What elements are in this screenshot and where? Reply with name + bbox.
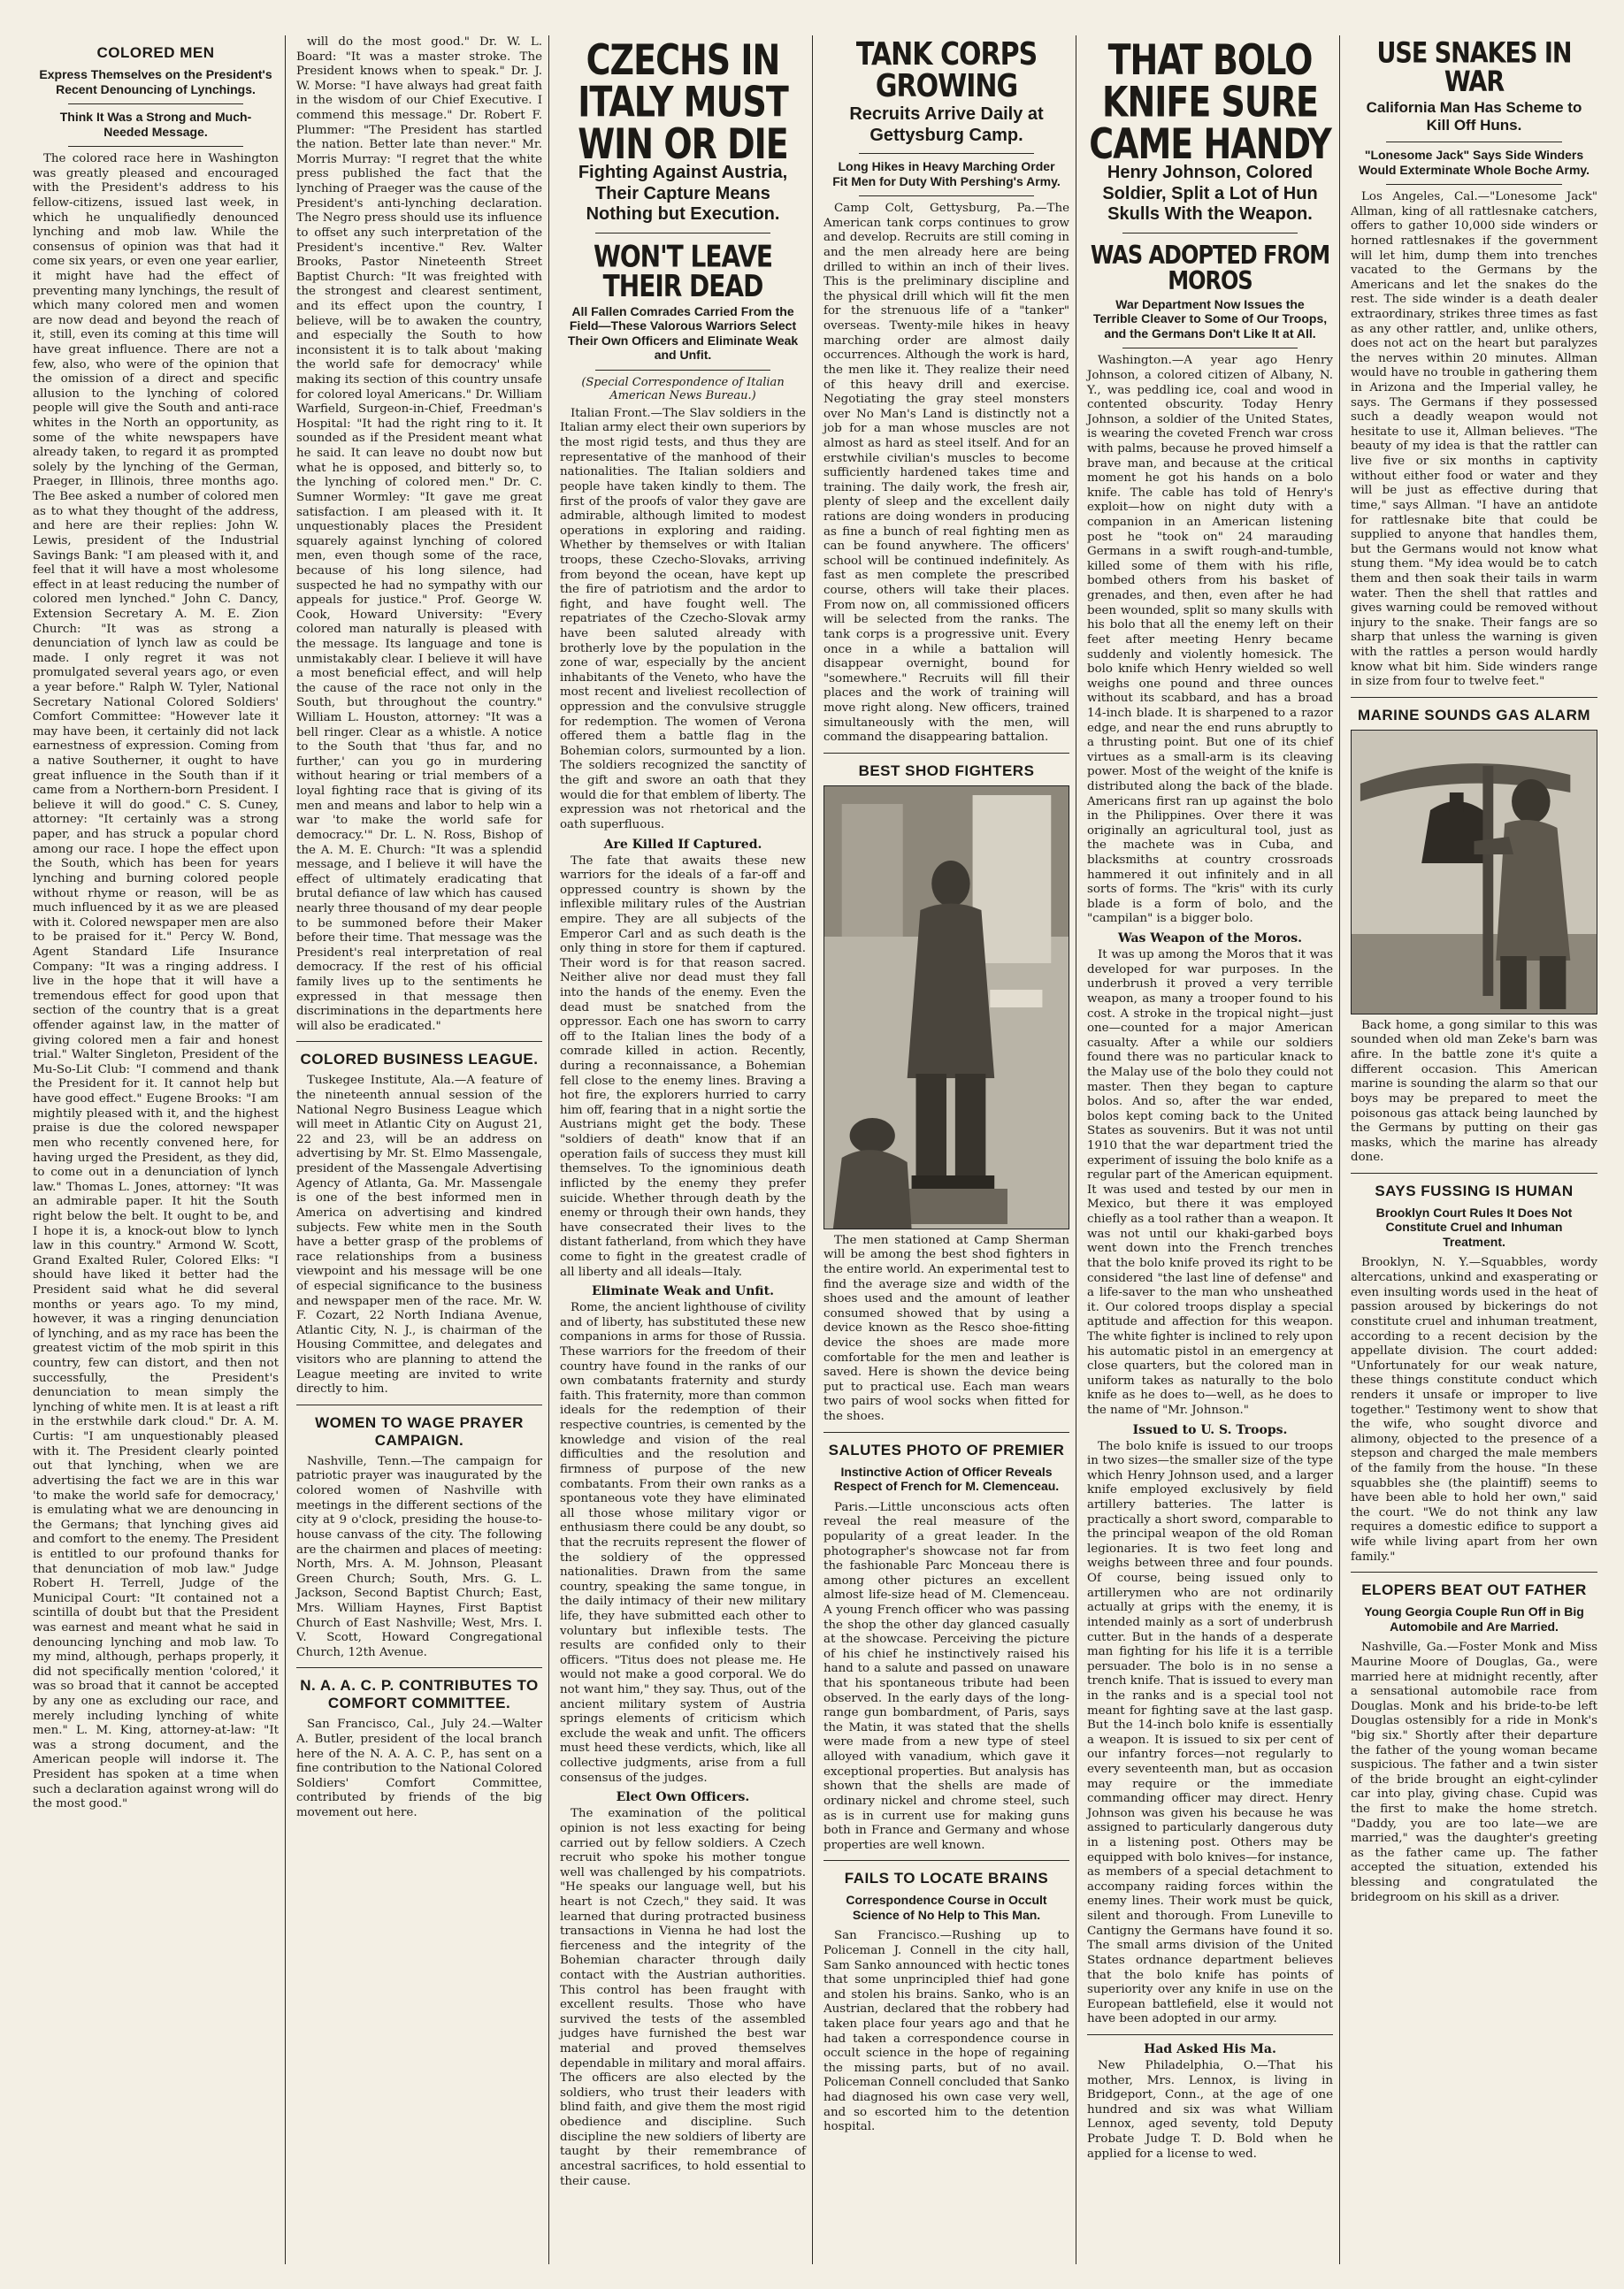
divider [1386, 184, 1562, 185]
headline-czechs: CZECHS IN ITALY MUST WIN OR DIE [578, 35, 788, 169]
divider [68, 103, 243, 104]
divider [1351, 1572, 1597, 1573]
column-2 [290, 35, 549, 2264]
column-1 [27, 35, 286, 2264]
article-body-czechs-3: Rome, the ancient lighthouse of civility and of liberty, has substituted these new companions in arms for those of Russia. These warriors for the freedom of their country have found in the ranks of our own combatants fraternity and sturdy faith. This fraternity, more than common ideals for the redemption of their respective countries, is cemented by the knowledge and vision of the real difficulties and the resolution and firmness of purpose of the new combatants. From their own ranks as a spontaneous vote they have eliminated all those whose military vigor or enthusiasm there could be any doubt, so that the recruits represent the flower of the soldiery of the oppressed nationalities. Drawn from the same country, speaking the same tongue, in the daily intimacy of their new military life, they have submitted each other to voluntary but inflexible tests. The results are confided only to their officers. "Titus does not please me. He would not make a good corporal. We do not want him," they say. Thus, out of the ancient military system of Austria springs elements of criticism which exclude the weak and unfit. The officers must heed these verdicts, which, like all collective judgments, arise from a full consensus of the judges. [560, 1301, 806, 1785]
article-body-colored-men: The colored race here in Washington was greatly pleased and encouraged with the President's address to his fellow-citizens, issued last week, in which he unqualifiedly denounced lynching and mob law. While the consensus of opinion was that had it come six years, or even one year earlier, it might have had the effect of preventing many lynchings, the result of which many colored men and women are now dead and beyond the reach of it, still, even its coming at this time will have great influence. There are not a few, also, who were of the opinion that the omission of a direct and specific allusion to the lynching of colored people will give the South and anti-race whites in the North an opportunity, as some of the white newspapers have already taken, to regard it as prompted solely by the lynching of the German, Praeger, in Illinois, three months ago. The Bee asked a number of colored men as to what they thought of the address, and here are their replies: John W. Lewis, president of the Industrial Savings Bank: "I am pleased with it, and feel that it will have a most wholesome effect in at least reducing the number of colored men lynched." John C. Dancy, Extension Secretary A. M. E. Zion Church: "It was as strong a denunciation of lynch law as could be made. I only regret it was not promulgated several years ago, or even a year before." Ralph W. Tyler, National Secretary National Colored Soldiers' Comfort Committee: "However late it may have been, it certainly did not lack earnestness of expression. Coming from a native Southerner, it ought to have great influence in the South than if it came from a Northern-born President. I believe it will do good." C. S. Cuney, attorney: "It certainly was a strong paper, and has struck a popular chord among our race. I hope the effect upon the South, which has been for years lynching and burning colored people without rhyme or reason, will be as much influenced by it as we are pleased with it. Colored newspaper men are also to be praised for it." Percy W. Bond, Agent Standard Life Insurance Company: "It was a ringing address. I live in the hope that it will have a tremendous effect for good upon that section of the country that is a great offender against law, in the matter of giving colored men a fair and honest trial." Walter Singleton, President of the Mu-So-Lit Club: "I commend and thank the President for it. It cannot help but have good effect." Eugene Brooks: "I am mightily pleased with it, and the highest praise is due the colored newspaper men who recently convened here, for having urged the President, as they did, to come out in a denunciation of lynch law." Thomas L. Jones, attorney: "It was an admirable paper. It hit the South right below the belt. It ought to be, and I hope it is, a knock-out blow to lynch law in this country." Armond W. Scott, Grand Exalted Ruler, Colored Elks: "I should have liked it better had the President said what he did several months or years ago. To my mind, however, it was a ringing denunciation of lynching, and as my race has been the greatest victim of the mob spirit in this country, few can distort, and then not successfully, the President's denunciation to mean simply the lynching of white men. It is at least a rift in the erstwhile dark cloud." Dr. A. M. Curtis: "I am unquestionably pleased with it. The President clearly pointed out that lynching, when we are advertising the fact we are in this war 'to make the world safe for democracy,' is emulating what we are denouncing in the Germans; that lynching gives aid and comfort to the enemy. The President is entitled to our profound thanks for that denunciation of mob law." Judge Robert H. Terrell, Judge of the Municipal Court: "It contained not a scintilla of doubt but that the President was earnest and meant what he said in denouncing lynching and mob law. To my mind, although, perhaps properly, it did not specifically mention 'colored,' it was so broad that it cannot be accepted by any one as excluding our race, and merely including lynching of white men." L. M. King, attorney-at-law: "It was a strong document, and the American people will indorse it. The President has spoken at a time when such a declaration against wrong will do the most good." [33, 152, 279, 1811]
column-3 [554, 35, 813, 2264]
headline-salutes-premier: SALUTES PHOTO OF PREMIER [828, 1441, 1065, 1458]
headline-colored-men: COLORED MEN [96, 44, 215, 61]
divider [1351, 697, 1597, 698]
headline-elopers: ELOPERS BEAT OUT FATHER [1361, 1581, 1587, 1599]
article-body-colored-men-continued: will do the most good." Dr. W. L. Board: "It was a master stroke. The President knows when to speak." Dr. J. W. Morse: "I have always had great faith in the wisdom of our Chief Executive. I commend this message." Dr. Robert F. Plummer: "The President has startled the nation. Better late than never." Mr. Morris Murray: "I regret that the white press published the fact that the lynching of Praeger was the cause of the President's anti-lynching declaration. The Negro press should use its influence to offset any such interpretation of the President's incentive." Rev. Walter Brooks, Pastor Nineteenth Street Baptist Church: "It was freighted with the strongest and clearest sentiment, and its effect upon the country, I believe, will be to awaken the country, and especially the South to how inconsistent it is to talk about 'making the world safe for democracy' while making its section of this country unsafe for colored loyal Americans." Dr. William Warfield, Surgeon-in-Chief, Freedman's Hospital: "It had the right ring to it. It sounded as if the President meant what he said. It can leave no doubt now but what he is opposed, and bitterly so, to the lynching of colored men." Dr. C. Sumner Wormley: "It gave me great satisfaction. I am pleased with it. It unquestionably places the President squarely against lynching of colored men, even though some of the race, because of his long silence, had suspected he had no sympathy with our appeals for justice." Prof. George W. Cook, Howard University: "Every colored man naturally is pleased with the message. Its language and tone is unmistakably clear. I believe it will have a most beneficial effect, and will help the cause of the race not only in the South, but throughout the country." William L. Houston, attorney: "It was a bell ringer. Clear as a whistle. A notice to the South that 'thus far, and no further,' can you go in murdering without hearing or trial members of a loyal fighting race that is giving of its men and means and labor to help win a war 'to make the world safe for democracy.'" Dr. L. N. Ross, Bishop of the A. M. E. Church: "It was a splendid message, and I believe it will have the effect of ultimately eradicating that brutal defiance of law which has caused nearly three thousand of my dear people to be summoned before their Maker before their time. That message was the President's real interpretation of real democracy. If the rest of his official family lives up to the sentiments he expressed in that message then discriminations in the departments here will also be eradicated." [296, 35, 542, 1033]
deck-salutes-premier: Instinctive Action of Officer Reveals Respect of French for M. Clemenceau. [833, 1464, 1060, 1494]
divider [859, 195, 1034, 196]
article-body-salutes-premier: Paris.—Little unconscious acts often reveal the real measure of the popularity of a great leader. In the photographer's showcase not far from the fashionable Parc Monceau there is among other pictures an excellent almost life-size head of M. Clemenceau. A young French officer who was passing the shop the other day glanced casually at the showcase. Perceiving the picture of his chief he instinctively raised his hand to a salute and passed on unaware that his spontaneous tribute had been observed. In the early days of the long-range gun bombardment, of Paris, says the Matin, it was stated that the shells were made from a new type of steel alloyed with vanadium, which gave it exceptional properties. But analysis has shown that the shells are made of ordinary nickel and chrome steel, such as is in current use for making guns both in France and Germany and whose properties are well known. [823, 1500, 1069, 1852]
article-body-czechs-4: The examination of the political opinion is not less exacting for being carried out by fellow soldiers. A Czech recruit who spoke his mother tongue well was challenged by his compatriots. "He speaks our language well, but his heart is not Czech," they said. It was learned that during protracted business transactions in Vienna he had lost the fierceness and the integrity of the Bohemian character through daily contact with the Austrian authorities. This control has been fraught with excellent results. Those who have survived the tests of the assembled judges have furnished the best war material and proved themselves dependable in military and moral affairs. The officers are also elected by the soldiers, who trust their leaders with blind faith, and give them the most rigid obedience and discipline. Such discipline the new soldiers of liberty are taught by their remembrance of ancestral sacrifices, to hold essential to their cause. [560, 1807, 806, 2188]
divider [823, 1860, 1069, 1861]
photo-shoe-fitting [823, 785, 1069, 1229]
deck-adopted-moros: War Department Now Issues the Terrible Cleaver to Some of Our Troops, and the Germans Don't Like It at All. [1092, 296, 1328, 341]
article-body-naacp: San Francisco, Cal., July 24.—Walter A. Butler, president of the local branch here of the N. A. A. C. P., has sent on a fine contribution to the National Colored Soldiers' Comfort Committee, contributed by friends of the big movement out here. [296, 1718, 542, 1820]
article-body-bolo-3: The bolo knife is issued to our troops in two sizes—the smaller size of the type which Henry Johnson used, and a larger knife employed exclusively by field artillery batteries. The latter is practically a short sword, comparable to the principal weapon of the old Roman legionaries. It is two feet long and weighs between three and four pounds. Of course, being issued only to artillerymen who are not ordinarily actually at grips with the enemy, it is intended mainly as a sort of underbrush cutter. But in the hands of a desperate man fighting for his life it is a terrible persuader. The bolo is in no sense a trench knife. That is issued to every man in the ranks and is a special tool not meant for fighting save at the last gasp. But the 14-inch bolo knife is essentially a weapon. It is issued to six per cent of our infantry forces—not regularly to every seventeenth man, but as occasion may require or the immediate commanding officer may direct. Henry Johnson was given his because he was assigned to particularly dangerous duty in a listening post. Others may be equipped with bolo knives—for instance, as members of a special detachment to accompany raiding forces within the enemy lines. Their work must be quick, silent and thorough. From Luneville to Cantigny the Germans have found it so. The small arms division of the United States ordnance department believes that the bolo knife has points of superiority over any knife in use on the European battlefield, else it would not have been adopted in our army. [1087, 1439, 1333, 2026]
caption-shoe-fitting: The men stationed at Camp Sherman will be among the best shod fighters in the entire world. An experimental test to find the average size and width of the shoes used and the amount of leather consumed showed that by using a device known as the Resco shoe-fitting device the shoes are made more comfortable for the men and leather is saved. Here is shown the device being put to practical use. Each man wears two pairs of wool socks when fitted for the shoes. [823, 1233, 1069, 1424]
headline-business-league: COLORED BUSINESS LEAGUE. [300, 1051, 539, 1068]
divider [68, 146, 243, 147]
deck-czechs: Fighting Against Austria, Their Capture Means Nothing but Execution. [578, 163, 788, 225]
divider [823, 753, 1069, 754]
divider [1351, 1173, 1597, 1174]
article-body-bolo-2: It was up among the Moros that it was developed for war purposes. In the underbrush it proved a very terrible weapon, as many a trooper found to his cost. A stroke in the tropical night—just one—counted for a major American casualty. After a while our soldiers found there was no particular knack to the Malay use of the bolo they could not master. Then they began to capture bolos. And so, after the war ended, bolos kept coming back to the United States as souvenirs. But it was not until 1910 that the war department tried the experiment of issuing the bolo knife as a regular part of the American equipment. It was used and tested by our men in Mexico, but there it was employed chiefly as a tool rather than a weapon. It was not until our khaki-garbed boys went down into the French trenches that the bolo knife proved its right to be considered "the last line of defense" and a life-saver to the man who unsheathed it. Our colored troops display a special aptitude and affection for this weapon. The white fighter is inclined to rely upon his automatic pistol in an emergency at close quarters, but the colored man in uniform takes as naturally to the bolo knife as he does to—well, as he does to the name of "Mr. Johnson." [1087, 948, 1333, 1417]
headline-naacp: N. A. A. C. P. CONTRIBUTES TO COMFORT COMMITTEE. [300, 1677, 539, 1712]
headline-tank-corps: TANK CORPS GROWING [855, 35, 1038, 105]
deck-tank-corps-2: Long Hikes in Heavy Marching Order Fit Men for Duty With Pershing's Army. [832, 159, 1061, 188]
headline-bolo-knife: THAT BOLO KNIFE SURE CAME HANDY [1089, 35, 1331, 169]
divider [296, 1041, 542, 1042]
photo-gas-alarm-image [1352, 731, 1597, 1014]
divider [296, 1667, 542, 1668]
headline-wont-leave-dead: WON'T LEAVE THEIR DEAD [593, 239, 773, 304]
deck-colored-men-2: Think It Was a Strong and Much-Needed Message. [59, 110, 252, 139]
divider [859, 153, 1034, 154]
article-body-business-league: Tuskegee Institute, Ala.—A feature of the nineteenth annual session of the National Negro Business League which will meet in Atlantic City on August 21, 22 and 23, will be an address on advertising by Mr. St. Elmo Massengale, president of the Massengale Advertising Agency of Atlanta, Ga. Mr. Massengale is one of the best informed men in America on advertising and kindred subjects. Few white men in the South have a better grasp of the problems of race relationships from a business viewpoint and his message will be one of especial significance to the business and newspaper men of the race. Mr. W. F. Cozart, 22 North Indiana Avenue, Atlantic City, N. J., is chairman of the Housing Committee, and delegates and visitors who are planning to attend the League meeting are invited to write directly to him. [296, 1074, 542, 1397]
headline-fails-brains: FAILS TO LOCATE BRAINS [844, 1870, 1049, 1887]
deck-tank-corps-1: Recruits Arrive Daily at Gettysburg Camp. [849, 104, 1044, 145]
deck-snakes-2: "Lonesome Jack" Says Side Winders Would Exterminate Whole Boche Army. [1358, 148, 1590, 177]
article-body-tank-corps: Camp Colt, Gettysburg, Pa.—The American tank corps continues to grow and develop. Recruits are still coming in and the men already here are being drilled to within an inch of their lives. This is the preliminary discipline and the physical drill which will fit the men for the strenuous life of a "tanker" overseas. Twenty-mile hikes in heavy marching order are almost daily occurrences. Although the work is hard, the men like it. They realize their need of this heavy drill and exercise. Negotiating the gray steel monsters over No Man's Land is distinctly not a job for a man whose muscles are not almost as hard as steel itself. And for an erstwhile civilian's muscles to become sufficiently hardened takes time and training. The daily work, the fresh air, plenty of sleep and the excellent daily rations are doing wonders in producing as fine a bunch of real fighting men as can be found anywhere. The officers' school will be continued indefinitely. As fast as men complete the prescribed course, others will take their places. From now on, all commissioned officers will be selected from the ranks. The tank corps is a progressive unit. Every once in a while a battalion will disappear overnight, bound for "somewhere." Recruits will fill their places and the work of training will move right along. New officers, trained simultaneously with the men, will command the disappearing battalion. [823, 202, 1069, 745]
subhead-issued-troops: Issued to U. S. Troops. [1132, 1422, 1288, 1437]
deck-wont-leave-dead: All Fallen Comrades Carried From the Field—These Valorous Warriors Select Their Own Officers and Eliminate Weak and Unfit. [567, 303, 799, 363]
newspaper-page [27, 35, 1597, 2264]
deck-fails-brains: Correspondence Course in Occult Science of No Help to This Man. [846, 1893, 1047, 1922]
divider [595, 370, 770, 371]
caption-gas-alarm: Back home, a gong similar to this was sounded when old man Zeke's barn was afire. In the battle zone it's quite a different occasion. This American marine is sounding the alarm so that our boys may be prepared to meet the poisonous gas attack being launched by the Germans by putting on their gas masks, which the marine has already done. [1351, 1018, 1597, 1165]
photo-shoe-fitting-image [824, 786, 1069, 1229]
article-body-fussing-human: Brooklyn, N. Y.—Squabbles, wordy altercations, unkind and exasperating or even insulting words used in the heat of passion aroused by bickerings do not constitute cruel and inhuman treatment, according to a recent decision by the appellate division. The court added: "Unfortunately for our weak nature, these things constitute conduct which renders it unsafe or improper to live together." Testimony went to show that the wife, who sought divorce and alimony, objected to the presence of a stepson and charged the male members of the family from the house. "In these squabbles she (the plaintiff) seems to have been able to hold her own," said the court. "We do not think any law requires a domestic edifice to support a wife while living apart from her own family." [1351, 1256, 1597, 1564]
article-body-czechs-1: Italian Front.—The Slav soldiers in the Italian army elect their own superiors by the most rigid tests, and thus they are representative of the manhood of their nationalities. The Italian soldiers and people have taken kindly to them. The first of the proofs of valor they gave are admirable, although limited to modest operations in exploring and raiding. Whether by themselves or with Italian troops, these Czecho-Slovaks, arriving from beyond the ocean, have kept up the fire of patriotism and the ardor to fight, and have fought well. The repatriates of the Czecho-Slovak army have been saluted already with brotherly love by the population in the zone of war, especially by the ancient inhabitants of the Veneto, who have the most recent and liveliest recollection of oppression and the convulsive struggle for redemption. The women of Verona offered them a battle flag in the Bohemian colors, surmounted by a lion. The soldiers recognized the sanctity of the gift and swore an oath that they would die for that emblem of liberty. The expression was not rhetorical and the oath superfluous. [560, 406, 806, 831]
headline-gas-alarm: MARINE SOUNDS GAS ALARM [1357, 706, 1591, 723]
divider [823, 1432, 1069, 1433]
article-body-bolo-1: Washington.—A year ago Henry Johnson, a colored citizen of Albany, N. Y., was peddling ice, coal and wood in contented obscurity. Today Henry Johnson, a soldier of the United States, is wearing the coveted French war cross with palms, because he proved himself a brave man, and because at the critical moment he got his hands on a bolo knife. The cable has told of Henry's exploit—how on night duty with a companion in an American listening post he "took on" 24 marauding Germans in a swift rough-and-tumble, killed some of them with his rifle, bombed others from his basket of grenades, and then, even after he had been wounded, split so many skulls with his bolo that all the enemy left on their feet after meeting Henry became suddenly and violently homesick. The bolo knife which Henry wielded so well weighs one pound and three ounces without its scabbard, and has a broad 14-inch blade. It is sharpened to a razor edge, and near the end runs abruptly to a thrusting point. But one of its chief virtues as a small-arm is its cleaving power. Most of the weight of the knife is distributed along the back of the blade. Americans first ran up against the bolo in the Philippines. Over there it was originally an agricultural tool, just as the machete was in Cuba, and blacksmiths at country crossroads hammered it out infinitely and in all sorts of forms. The "kris" with its curly blade is a form of bolo, and the "campilan" is a bigger bolo. [1087, 354, 1333, 926]
headline-snakes: USE SNAKES IN WAR [1376, 36, 1572, 99]
photo-gas-alarm [1351, 730, 1597, 1014]
article-body-czechs-2: The fate that awaits these new warriors for the ideals of a far-off and oppressed country is shown by the inflexible military rules of the Austrian empire. They are all subjects of the Emperor Carl and as such death is the only thing in store for them if captured. Their word is for that reason sacred. Neither alive nor dead must they fall into the hands of the enemy. Even the dead must be snatched from the oppressor. Each one has sworn to carry off to the Italian lines the body of a comrade killed in action. Recently, during a reconnaissance, a Bohemian fell close to the enemy lines. Braving a hot fire, the explorers hurried to carry him off, fearing that in a night sortie the Austrians might get the body. These "soldiers of death" know that if an operation fails of success they must kill themselves. To the ignominious death inflicted by the enemy they prefer suicide. Whether through death by the enemy or through their own hands, they have consecrated their lives to the distant fatherland, from which they have come to fight in the greatest cradle of all liberty and all ideals—Italy. [560, 854, 806, 1279]
deck-elopers: Young Georgia Couple Run Off in Big Automobile and Are Married. [1364, 1604, 1584, 1634]
column-4 [817, 35, 1076, 2264]
subhead-eliminate-weak: Eliminate Weak and Unfit. [592, 1284, 774, 1299]
deck-bolo-knife: Henry Johnson, Colored Soldier, Split a Lot of Hun Skulls With the Weapon. [1102, 163, 1318, 225]
article-body-fails-brains: San Francisco.—Rushing up to Policeman J. Connell in the city hall, Sam Sanko announced with hectic tones that some unprincipled thief had gone and stolen his brains. Sanko, who is an Austrian, declared that the robbery had taken place four years ago and that he had taken a correspondence course in occult science in the hope of regaining the missing parts, but of no avail. Policeman Connell concluded that Sanko had diagnosed his own case very well, and so escorted him to the detention hospital. [823, 1929, 1069, 2134]
deck-fussing-human: Brooklyn Court Rules It Does Not Constitute Cruel and Inhuman Treatment. [1375, 1205, 1573, 1249]
article-body-asked-ma: New Philadelphia, O.—That his mother, Mrs. Lennox, is living in Bridgeport, Conn., at the age of one hundred and six was what William Lennox, aged seventy, told Deputy Probate Judge T. D. Bold when he applied for a license to wed. [1087, 2058, 1333, 2161]
subhead-weapon-moros: Was Weapon of the Moros. [1117, 931, 1303, 946]
column-5 [1081, 35, 1340, 2264]
subhead-asked-his-ma: Had Asked His Ma. [1144, 2041, 1276, 2056]
article-body-snakes: Los Angeles, Cal.—"Lonesome Jack" Allman, king of all rattlesnake catchers, offers to gather 10,000 side winders or horned rattlesnakes if the government will let him, dump them into trenches vacated to the Germans by the Americans and let the snakes do the rest. The side winder is a death dealer extraordinary, strikes three times as fast as any other rattler, and, unlike others, does not act on the heart but paralyzes the nerves within 20 minutes. Allman would have no trouble in gathering them in Arizona and the Imperial valley, he says. The Germans if they possessed such a deadly weapon would not hesitate to use it, Allman believes. "The beauty of my idea is that the rattler can live five or six months in captivity without either food or water and they will be just as effective during that time," says Allman. "I have an antidote for rattlesnake bite that could be supplied to anyone that handles them, but the Germans would not know what stung them. "My idea would be to catch them and then soak their tails in warm water. Then the shell that rattles and gives warning could be removed without injury to the snake. Their fangs are so sharp that unless the warning is given with the rattles a person would hardly know what bit him. Side winders range in size from four to twelve feet." [1351, 190, 1597, 689]
headline-fussing-human: SAYS FUSSING IS HUMAN [1375, 1182, 1574, 1199]
headline-adopted-moros: WAS ADOPTED FROM MOROS [1090, 240, 1330, 295]
headline-best-shod: BEST SHOD FIGHTERS [858, 762, 1035, 779]
article-body-prayer-campaign: Nashville, Tenn.—The campaign for patriotic prayer was inaugurated by the colored women of Nashville with meetings in the different sections of the city at 9 o'clock, presiding the house-to-house canvass of the city. The following are the chairmen and places of meeting: North, Mrs. A. M. Johnson, Pleasant Green Church; South, Mrs. G. L. Jackson, Second Baptist Church; East, Mrs. William Haynes, First Baptist Church of East Nashville; West, Mrs. I. V. Scott, Howard Congregational Church, 12th Avenue. [296, 1454, 542, 1659]
subhead-elect-officers: Elect Own Officers. [616, 1790, 750, 1805]
article-body-elopers: Nashville, Ga.—Foster Monk and Miss Maurine Moore of Douglas, Ga., were married here at midnight recently, after a sensational automobile race from Douglas. Monk and his bride-to-be left Douglas ostensibly for a ride in Monk's "big six." Shortly after their departure the father of the young woman became suspicious. The father and a twin sister of the bride brought an eight-cylinder car into play, giving chase. Cupid was the first to make the home stretch. "Daddy, you are too late—we are married," was the daughter's greeting as the father came up. The father accepted the situation, extended his blessing and congratulated the bridegroom on his skill as a driver. [1351, 1641, 1597, 1904]
divider [1087, 2034, 1333, 2035]
headline-prayer-campaign: WOMEN TO WAGE PRAYER CAMPAIGN. [315, 1413, 524, 1449]
deck-colored-men-1: Express Themselves on the President's Recent Denouncing of Lynchings. [39, 67, 272, 96]
deck-snakes-1: California Man Has Scheme to Kill Off Huns. [1366, 99, 1582, 134]
dateline-czechs: (Special Correspondence of Italian American News Bureau.) [581, 375, 785, 402]
column-6 [1344, 35, 1604, 2264]
subhead-killed-if-captured: Are Killed If Captured. [603, 837, 762, 852]
